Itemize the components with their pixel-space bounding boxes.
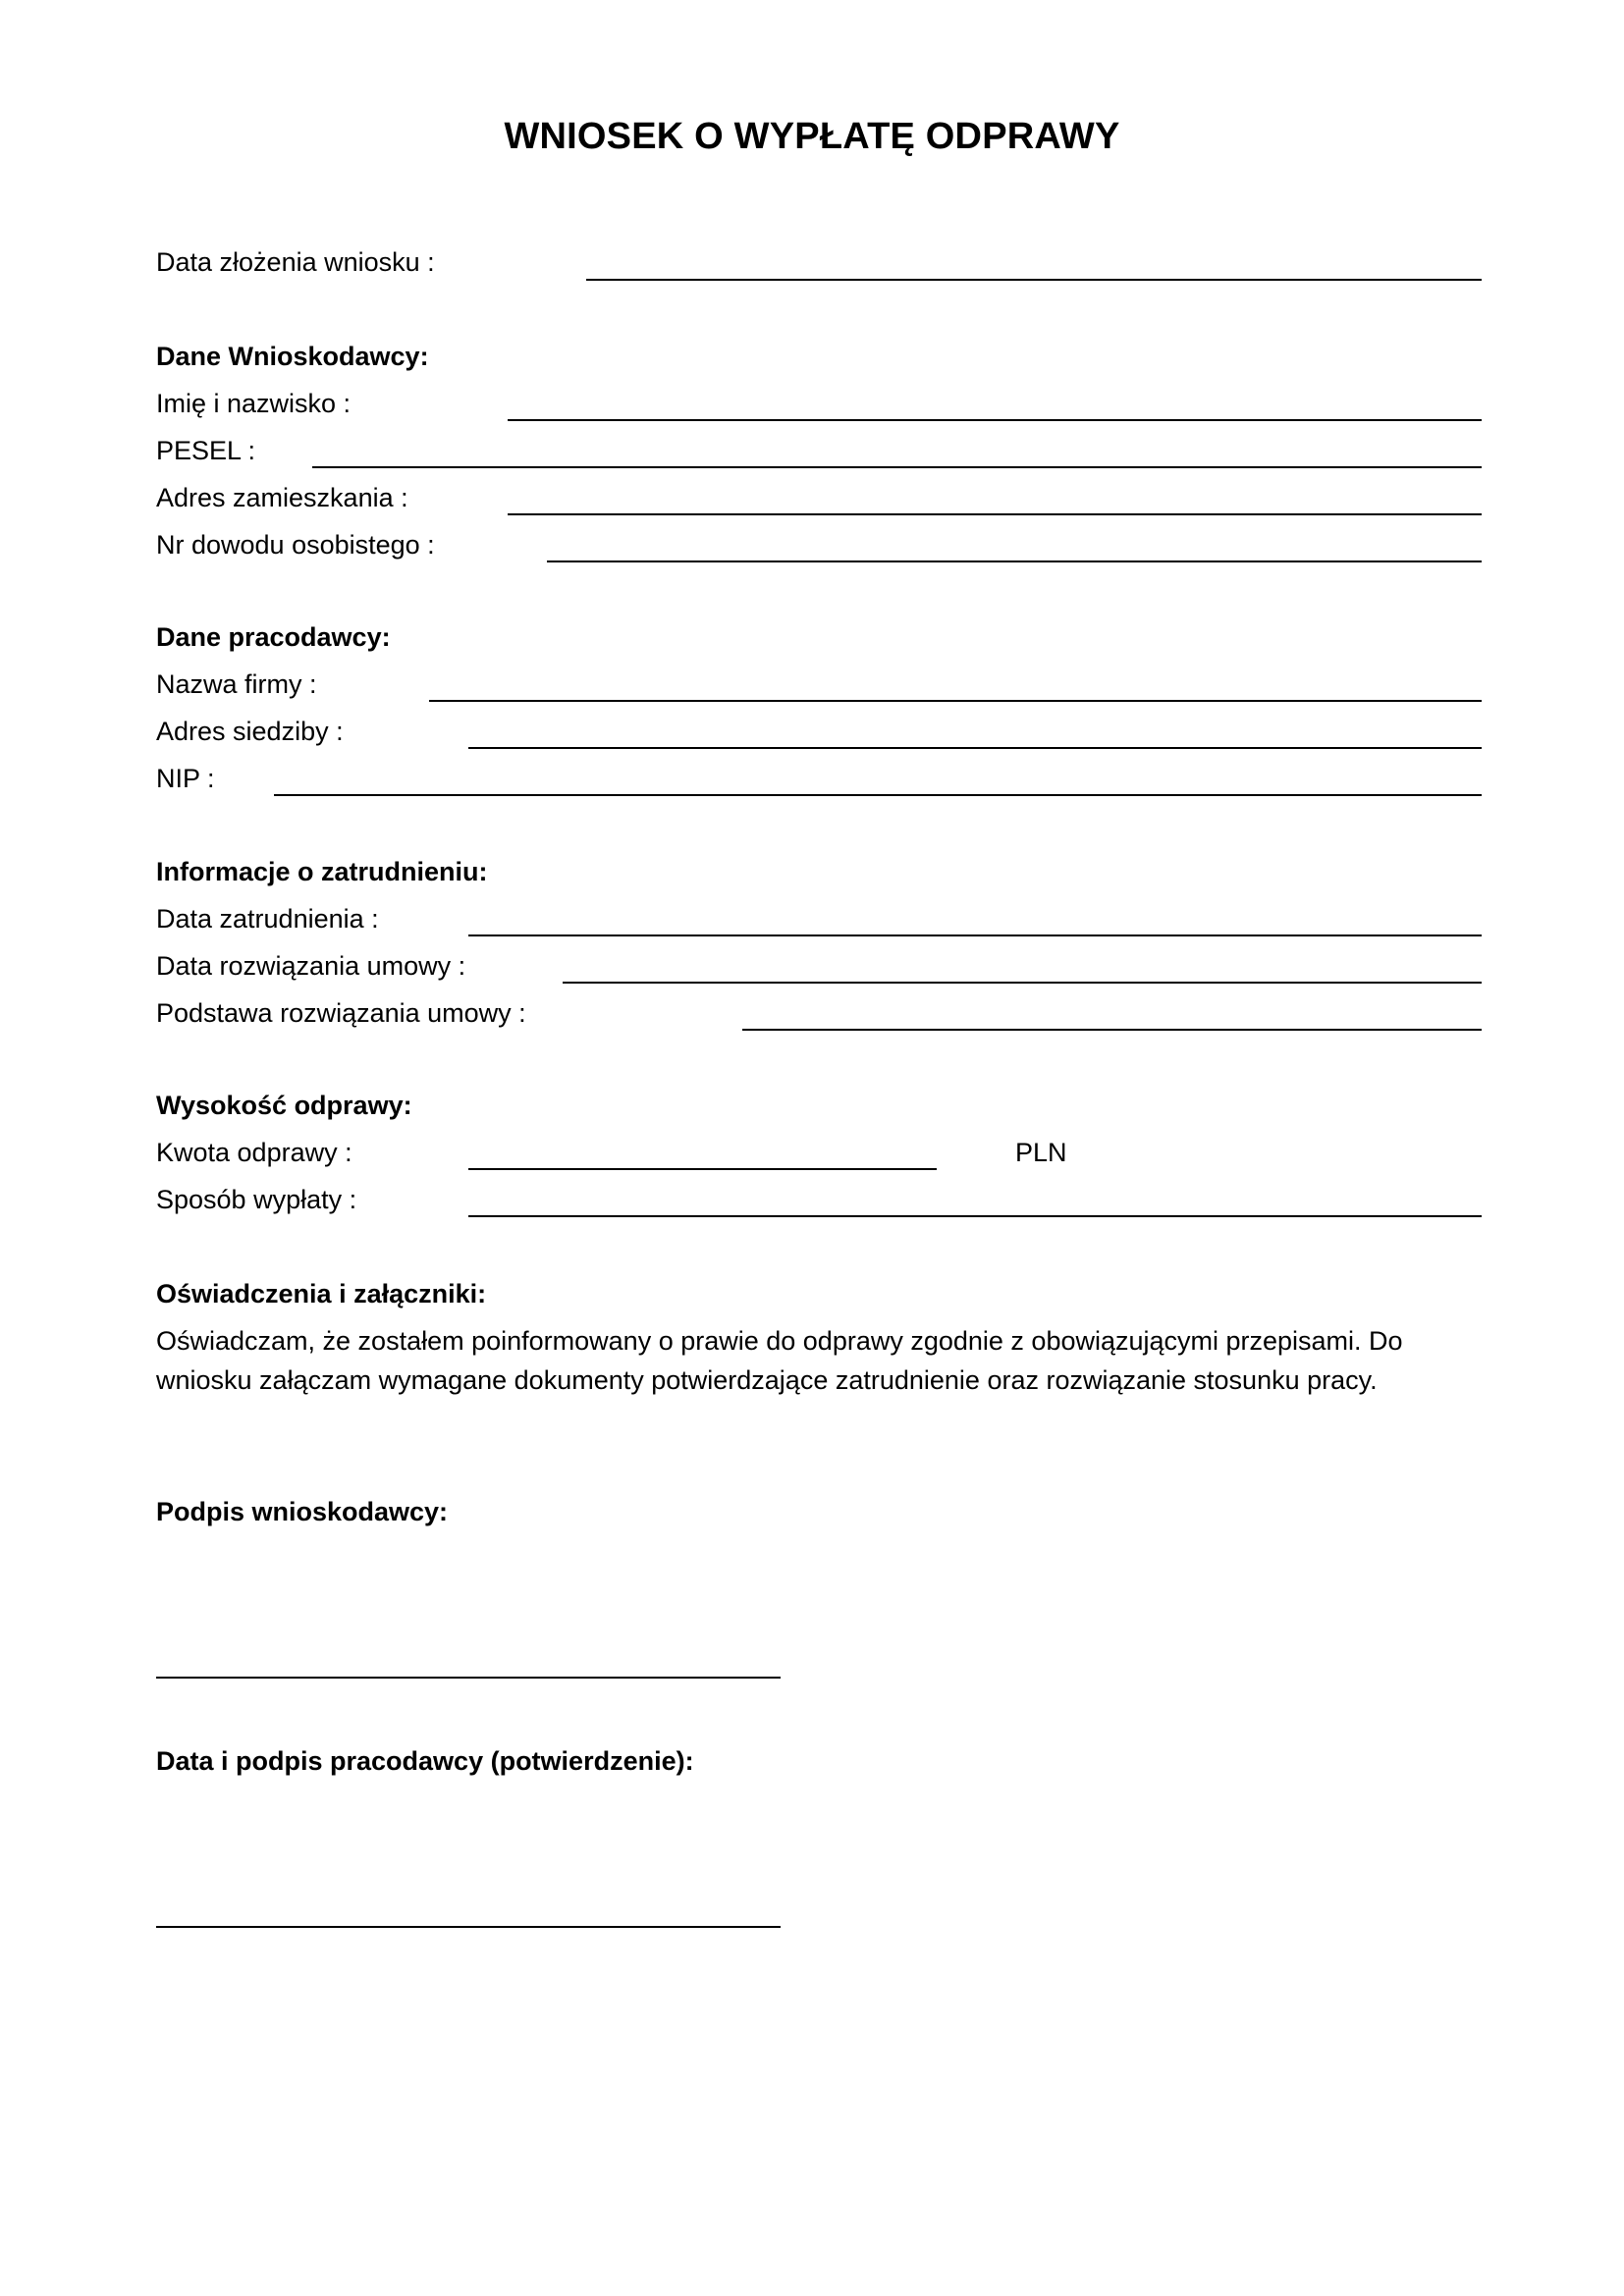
employer-heading: Dane pracodawcy: [156, 622, 391, 652]
employment-heading: Informacje o zatrudnieniu: [156, 857, 488, 886]
employer-signature-label: Data i podpis pracodawcy (potwierdzenie): [156, 1746, 694, 1776]
hq-address-field[interactable] [468, 747, 1482, 749]
amount-label: Kwota odprawy : [156, 1138, 352, 1167]
name-field[interactable] [508, 419, 1482, 421]
applicant-heading: Dane Wnioskodawcy: [156, 342, 429, 371]
statements-heading: Oświadczenia i załączniki: [156, 1279, 487, 1308]
id-number-field[interactable] [547, 561, 1482, 562]
company-name-label: Nazwa firmy : [156, 669, 317, 699]
payment-method-label: Sposób wypłaty : [156, 1185, 357, 1214]
applicant-signature-label: Podpis wnioskodawcy: [156, 1497, 449, 1526]
currency-label: PLN [1015, 1138, 1067, 1167]
name-label: Imię i nazwisko : [156, 389, 352, 418]
address-label: Adres zamieszkania : [156, 483, 408, 512]
termination-basis-label: Podstawa rozwiązania umowy : [156, 998, 526, 1028]
nip-label: NIP : [156, 764, 215, 793]
document-title: WNIOSEK O WYPŁATĘ ODPRAWY [504, 116, 1120, 157]
applicant-signature-line[interactable] [156, 1677, 781, 1679]
hq-address-label: Adres siedziby : [156, 717, 344, 746]
amount-field[interactable] [468, 1168, 937, 1170]
submission-date-label: Data złożenia wniosku : [156, 247, 435, 277]
payment-method-field[interactable] [468, 1215, 1482, 1217]
severance-heading: Wysokość odprawy: [156, 1091, 412, 1120]
company-name-field[interactable] [429, 700, 1482, 702]
employer-signature-line[interactable] [156, 1926, 781, 1928]
termination-date-field[interactable] [563, 982, 1482, 984]
nip-field[interactable] [274, 794, 1482, 796]
termination-basis-field[interactable] [742, 1029, 1482, 1031]
statement-text: Oświadczam, że zostałem poinformowany o prawie do odprawy zgodnie z obowiązującymi przepisami. Do wniosku załączam wymagane dokumenty potwierdzające zatrudnienie oraz rozwiązanie stosunku pracy. [156, 1326, 1403, 1395]
hire-date-label: Data zatrudnienia : [156, 904, 379, 934]
id-number-label: Nr dowodu osobistego : [156, 530, 435, 560]
pesel-field[interactable] [312, 466, 1482, 468]
termination-date-label: Data rozwiązania umowy : [156, 951, 466, 981]
address-field[interactable] [508, 513, 1482, 515]
hire-date-field[interactable] [468, 934, 1482, 936]
submission-date-field[interactable] [586, 279, 1482, 281]
pesel-label: PESEL : [156, 436, 256, 465]
